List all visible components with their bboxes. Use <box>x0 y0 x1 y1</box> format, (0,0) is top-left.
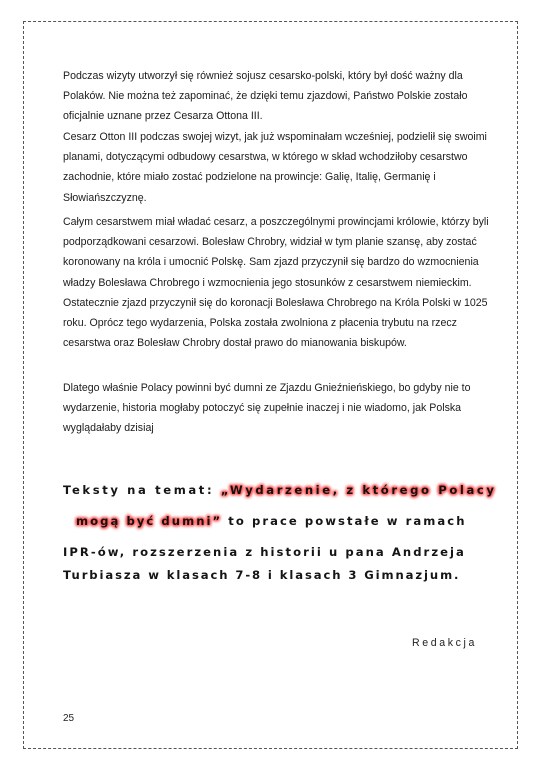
signature: Redakcja <box>412 637 477 649</box>
paragraph-3 <box>63 212 495 353</box>
paragraph-4 <box>63 378 495 439</box>
paragraph-2-text: Cesarz Otton III podczas swojej wizyt, jak już wspominałam wcześniej, podzielił się swoimi planami, dotyczącymi odbudowy cesarstwa, w którego w skład wchodziłoby cesarstwo zachodnie, które miało zostać podzielone na prowincje: Galię, Italię, Germanię i Słowiańszczyznę. <box>63 131 487 204</box>
footer-note-suffix: to prace powstałe w ramach <box>222 514 467 528</box>
paragraph-3-text: Całym cesarstwem miał władać cesarz, a poszczególnymi prowincjami królowie, którzy byli podporządkowani cesarzowi. Bolesław Chrobry, widział w tym planie szansę, aby zostać koronowany na króla i umocnić Polskę. Sam zjazd przyczynił się bardzo do wzmocnienia władzy Bolesława Chrobrego i wzmocnienia jego stosunków z cesarstwem niemieckim. Ostatecznie zjazd przyczynił się do koronacji Bolesława Chrobrego na Króla Polski w 1025 roku. Oprócz tego wydarzenia, Polska została zwolniona z płacenia trybutu na rzecz cesarstwa oraz Bolesław Chrobry dostał prawo do mianowania biskupów. <box>63 216 489 350</box>
footer-note-line-3: IPR-ów, rozszerzenia z historii u pana Andrzeja <box>63 545 466 559</box>
footer-note-line-4: Turbiasza w klasach 7-8 i klasach 3 Gimnazjum. <box>63 568 461 582</box>
paragraph-4-text: Dlatego właśnie Polacy powinni być dumni ze Zjazdu Gnieźnieńskiego, bo gdyby nie to wydarzenie, historia mogłaby potoczyć się zupełnie inaczej i nie wiadomo, jak Polska wyglądałaby dzisiaj <box>63 382 471 435</box>
paragraph-1 <box>63 66 495 127</box>
highlighted-title-part-1: „Wydarzenie, z którego Polacy <box>220 483 497 497</box>
paragraph-2 <box>63 127 495 208</box>
page-number: 25 <box>63 713 75 724</box>
highlighted-title-part-2: mogą być dumni” <box>76 514 223 528</box>
footer-note-line-1 <box>63 483 497 497</box>
paragraph-1-text: Podczas wizyty utworzył się również sojusz cesarsko-polski, który był dość ważny dla Polaków. Nie można też zapominać, że dzięki temu zjazdowi, Państwo Polskie zostało oficjalnie uznane przez Cesarza Ottona III. <box>63 70 468 123</box>
footer-note-line-2 <box>76 514 491 528</box>
footer-note-prefix: Teksty na temat: <box>63 483 221 497</box>
